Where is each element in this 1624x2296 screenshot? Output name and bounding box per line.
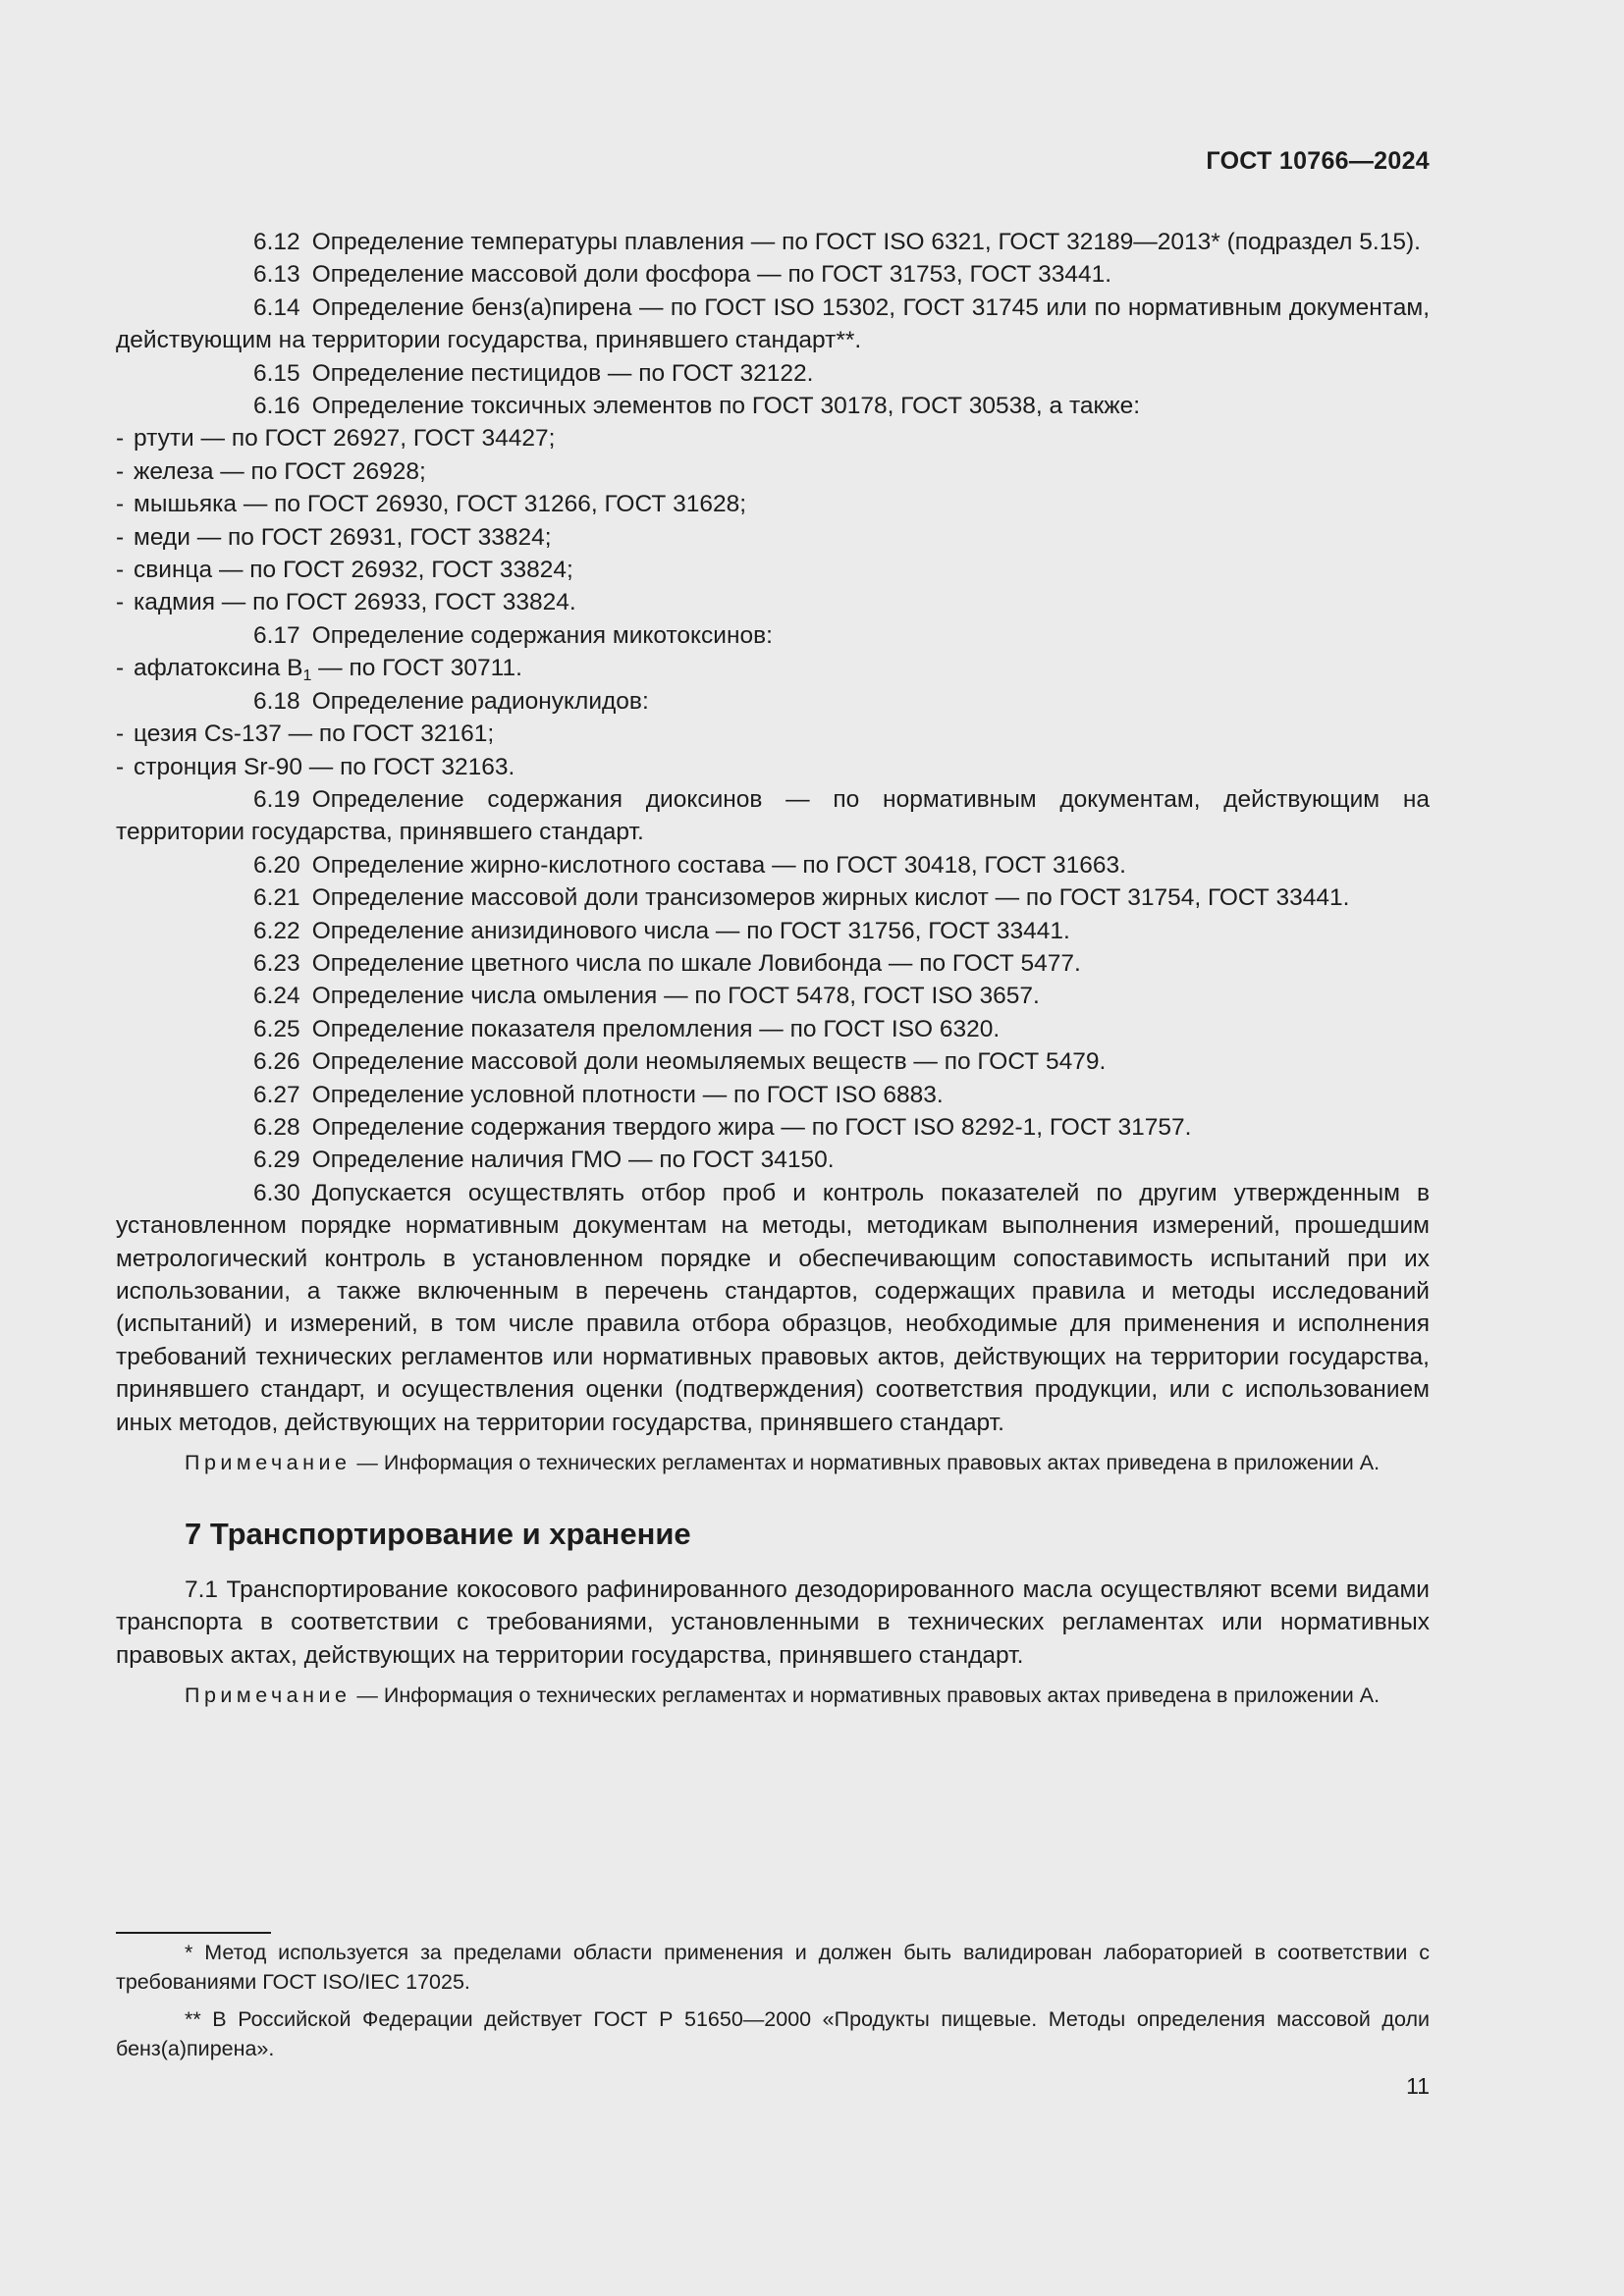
item-7-1: 7.1 Транспортирование кокосового рафинированного дезодорированного масла осуществляют всеми видами транспорта в соответствии с требованиями, установленными в технических регламентах или нормативных правовых актах, действующих на территории государства, принявшего стандарт. (116, 1576, 1430, 1669)
item-6-20: 6.20 Определение жирно-кислотного состава — по ГОСТ 30418, ГОСТ 31663. (253, 851, 1126, 879)
item-6-19: 6.19 Определение содержания диоксинов — по нормативным документам, действующим на территории государства, принявшего стандарт. (116, 785, 1430, 846)
list-item: - кадмия — по ГОСТ 26933, ГОСТ 33824. (116, 589, 576, 616)
page-number: 11 (1406, 2073, 1430, 2099)
item-6-15 (116, 357, 1430, 390)
item-6-28: 6.28 Определение содержания твердого жира — по ГОСТ ISO 8292-1, ГОСТ 31757. (253, 1113, 1192, 1141)
list-item: - железа — по ГОСТ 26928; (116, 457, 426, 485)
item-number: 6.15 (253, 359, 300, 387)
item-6-30: 6.30 Допускается осуществлять отбор проб и контроль показателей по другим утвержденным в установленном порядке нормативным документам на методы, методикам выполнения измерений, прошедшим метрологический контроль в установленном порядке и обеспечивающим сопоставимость испытаний при их использовании, а также включенным в перечень стандартов, содержащих правила и методы исследований (испытаний) и измерений, в том числе правила отбора образцов, необходимые для применения и исполнения требований технических регламентов или нормативных правовых актов, действующих на территории государства, принявшего стандарт, и осуществления оценки (подтверждения) соответствия продукции, или с использованием иных методов, действующих на территории государства, принявшего стандарт. (116, 1179, 1430, 1436)
item-number: 6.18 (253, 687, 300, 715)
note-label: Примечание (185, 1451, 352, 1475)
item-6-13 (116, 258, 1430, 291)
item-number: 6.14 (253, 294, 300, 321)
item-6-21: 6.21 Определение массовой доли трансизомеров жирных кислот — по ГОСТ 31754, ГОСТ 33441. (253, 884, 1350, 912)
list-item: - ртути — по ГОСТ 26927, ГОСТ 34427; (116, 425, 556, 453)
item-text: Определение радионуклидов: (311, 687, 649, 715)
item-6-25: 6.25 Определение показателя преломления — по ГОСТ ISO 6320. (253, 1015, 1001, 1042)
item-6-26: 6.26 Определение массовой доли неомыляемых веществ — по ГОСТ 5479. (253, 1048, 1107, 1076)
list-item-aflatoxin: - афлатоксина $B_1$ — по ГОСТ 30711. (116, 655, 522, 685)
item-text: Определение токсичных элементов по ГОСТ 30178, ГОСТ 30538, а также: (311, 393, 1141, 420)
item-6-17 (116, 619, 1430, 652)
item-6-27: 6.27 Определение условной плотности — по ГОСТ ISO 6883. (253, 1081, 944, 1108)
item-text: Определение пестицидов — по ГОСТ 32122. (311, 359, 814, 387)
item-6-12 (116, 226, 1430, 258)
footnote-1: * Метод используется за пределами области применения и должен быть валидирован лабораторией в соответствии с требованиями ГОСТ ISO/IEC 17025. (116, 1941, 1430, 1994)
list-item: - мышьяка — по ГОСТ 26930, ГОСТ 31266, ГОСТ 31628; (116, 491, 747, 518)
item-6-23: 6.23 Определение цветного числа по шкале Ловибонда — по ГОСТ 5477. (253, 949, 1081, 977)
footnotes (116, 1938, 1430, 2071)
list-item: - стронция Sr-90 — по ГОСТ 32163. (116, 753, 515, 780)
item-text: Определение массовой доли фосфора — по ГОСТ 31753, ГОСТ 33441. (311, 261, 1112, 289)
footnote-2: ** В Российской Федерации действует ГОСТ Р 51650—2000 «Продукты пищевые. Методы определения массовой доли бенз(а)пирена». (116, 2007, 1430, 2060)
item-text: Определение температуры плавления — по ГОСТ ISO 6321, ГОСТ 32189—2013* (подраздел 5.15). (311, 229, 1421, 255)
item-number: 6.17 (253, 621, 300, 649)
item-6-24: 6.24 Определение числа омыления — по ГОСТ 5478, ГОСТ ISO 3657. (253, 983, 1040, 1010)
section-7-heading: 7 Транспортирование и хранение (185, 1517, 691, 1552)
item-text: Определение бенз(а)пирена — по ГОСТ ISO 15302, ГОСТ 31745 или по нормативным документам, действующим на территории государства, принявшего стандарт**. (116, 294, 1430, 354)
item-6-16 (116, 390, 1430, 422)
item-6-22: 6.22 Определение анизидинового числа — по ГОСТ 31756, ГОСТ 33441. (253, 917, 1070, 944)
item-text: Определение содержания микотоксинов: (311, 621, 773, 649)
item-6-14 (116, 292, 1430, 357)
document-header: ГОСТ 10766—2024 (1206, 147, 1430, 175)
item-number: 6.12 (253, 229, 300, 255)
list-item: - цезия Cs-137 — по ГОСТ 32161; (116, 721, 495, 748)
note-text: — Информация о технических регламентах и нормативных правовых актах приведена в приложении А. (351, 1451, 1380, 1475)
note-section-6 (116, 1448, 1430, 1477)
note-text: — Информация о технических регламентах и нормативных правовых актах приведена в приложении А. (351, 1683, 1380, 1708)
item-number: 6.16 (253, 393, 300, 420)
footnote-divider (116, 1932, 271, 1934)
item-6-18 (116, 685, 1430, 718)
note-section-7 (116, 1681, 1430, 1710)
page-content (116, 226, 1430, 1710)
item-6-29: 6.29 Определение наличия ГМО — по ГОСТ 34150. (253, 1147, 835, 1174)
list-item: - меди — по ГОСТ 26931, ГОСТ 33824; (116, 523, 552, 551)
list-item: - свинца — по ГОСТ 26932, ГОСТ 33824; (116, 557, 573, 584)
item-number: 6.13 (253, 261, 300, 289)
note-label: Примечание (185, 1683, 352, 1708)
